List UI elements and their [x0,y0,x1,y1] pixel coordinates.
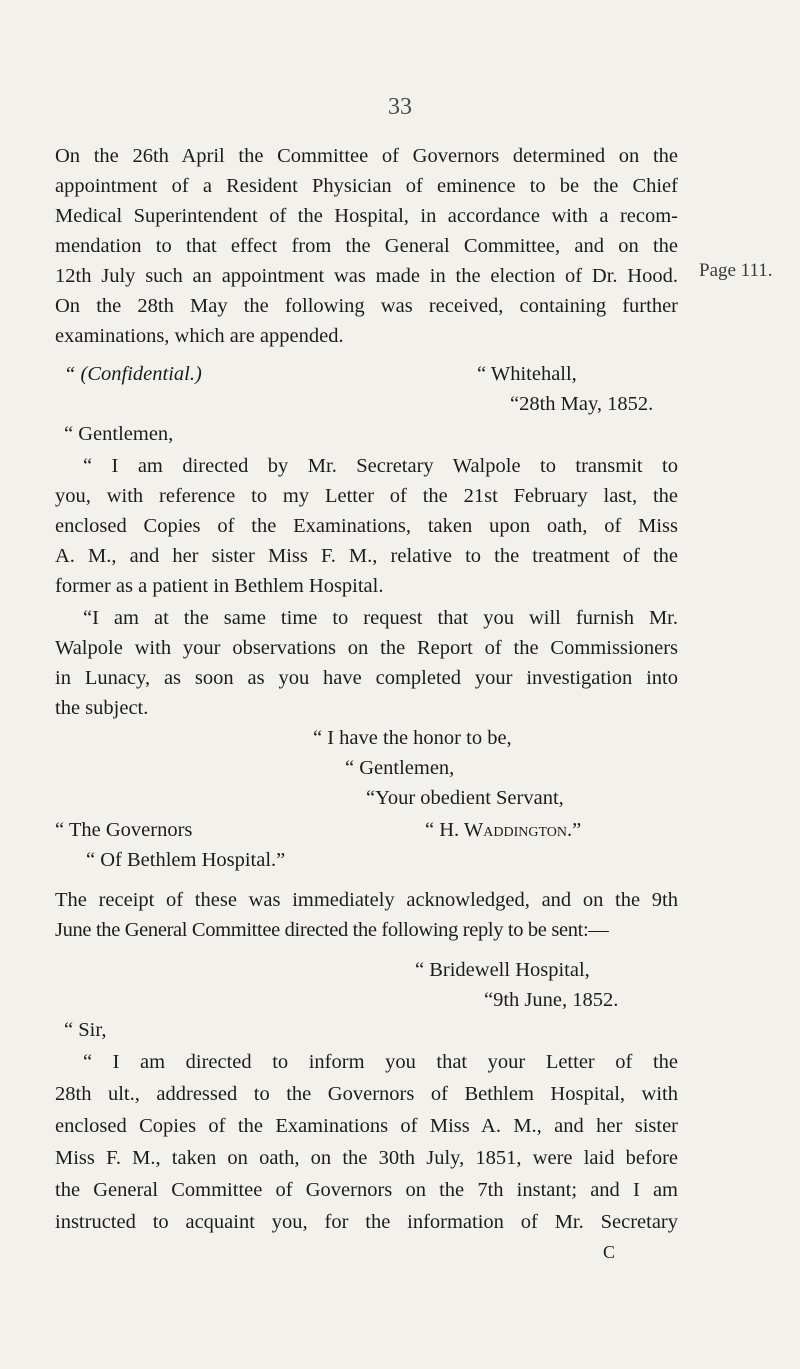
letter-date: “28th May, 1852. [510,393,654,415]
letter-salutation: “ Gentlemen, [64,423,174,445]
letter-closing: “ I have the honor to be, [313,727,512,749]
text-line: A. M., and her sister Miss F. M., relative to the treatment of the [55,545,678,567]
text-line: The receipt of these was immediately acknowledged, and on the 9th [55,889,678,911]
text-line: On the 26th April the Committee of Governors determined on the [55,145,678,167]
confidential-label: “ (Confidential.) [64,363,202,385]
text-line: the subject. [55,697,149,719]
text-line: “I am at the same time to request that you will furnish Mr. [83,607,678,629]
signature-mark: C [603,1242,616,1262]
margin-page-reference: Page 111. [699,260,773,281]
letter-place: “ Bridewell Hospital, [415,959,590,981]
text-line: enclosed Copies of the Examinations, taken upon oath, of Miss [55,515,678,537]
letter-salutation: “ Sir, [64,1019,107,1041]
text-line: On the 28th May the following was received, containing further [55,295,678,317]
letter-date: “9th June, 1852. [484,989,619,1011]
text-line: in Lunacy, as soon as you have completed your investigation into [55,667,678,689]
text-line: Medical Superintendent of the Hospital, in accordance with a recom- [55,205,678,227]
letter-addressee: “ Of Bethlem Hospital.” [86,849,286,871]
letter-place: “ Whitehall, [477,363,577,385]
text-line: 28th ult., addressed to the Governors of Bethlem Hospital, with [55,1083,678,1105]
letter-addressee: “ The Governors [55,819,193,841]
text-line: Miss F. M., taken on oath, on the 30th July, 1851, were laid before [55,1147,678,1169]
text-line: enclosed Copies of the Examinations of Miss A. M., and her sister [55,1115,678,1137]
text-line: mendation to that effect from the General Committee, and on the [55,235,678,257]
letter-closing: “ Gentlemen, [345,757,455,779]
letter-closing: “Your obedient Servant, [366,787,564,809]
text-line: “ I am directed to inform you that your Letter of the [83,1051,678,1073]
text-line: appointment of a Resident Physician of eminence to be the Chief [55,175,678,197]
text-line: “ I am directed by Mr. Secretary Walpole to transmit to [83,455,678,477]
text-line: Walpole with your observations on the Report of the Commissioners [55,637,678,659]
text-line: examinations, which are appended. [55,325,344,347]
text-line: the General Committee of Governors on the 7th instant; and I am [55,1179,678,1201]
text-line: instructed to acquaint you, for the information of Mr. Secretary [55,1211,678,1233]
page-number: 33 [388,94,412,120]
text-line: former as a patient in Bethlem Hospital. [55,575,384,597]
text-line: June the General Committee directed the following reply to be sent:— [55,919,609,941]
letter-signature: “ H. Waddington.” [425,819,582,841]
text-line: you, with reference to my Letter of the 21st February last, the [55,485,678,507]
text-line: 12th July such an appointment was made in the election of Dr. Hood. [55,265,678,287]
